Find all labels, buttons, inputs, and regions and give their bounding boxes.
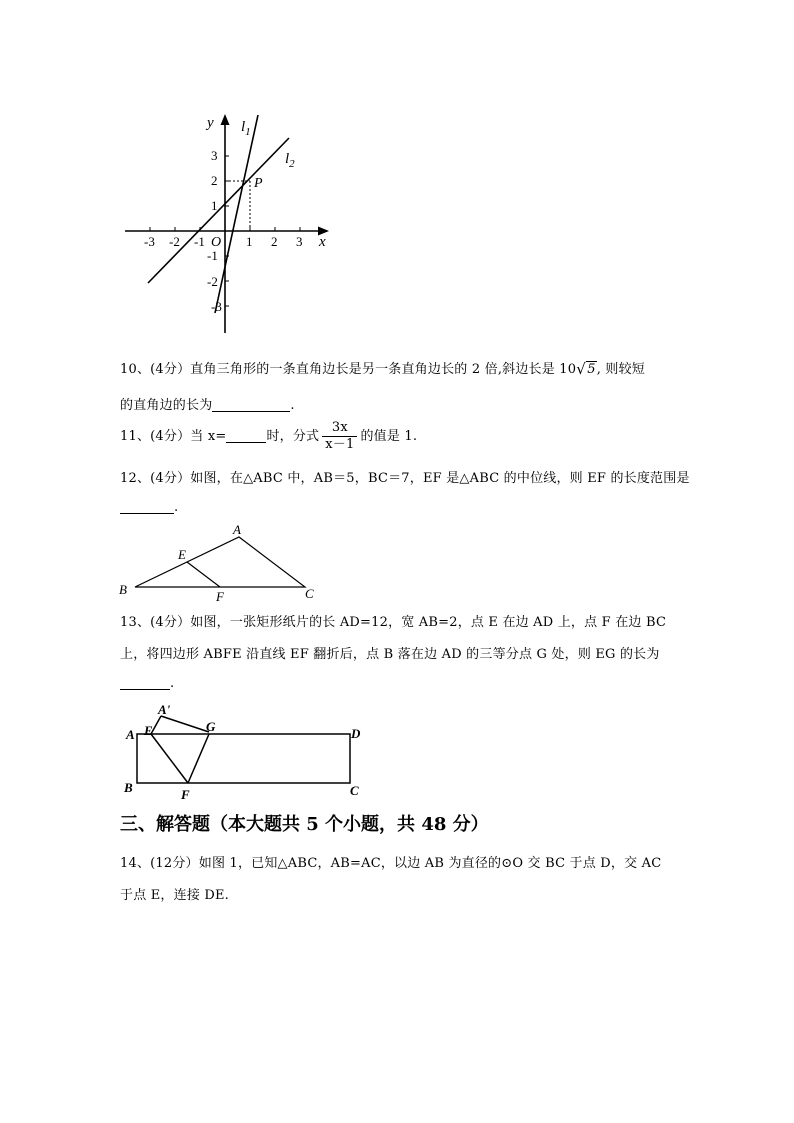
q13-line3 xyxy=(120,675,174,691)
q13-text-2: 上，将四边形 ABFE 沿直线 EF 翻折后，点 B 落在边 AD 的三等分点 G 处，则 EG 的长为 xyxy=(120,647,660,662)
q12-line1 xyxy=(120,467,690,486)
triangle-abc xyxy=(135,537,305,587)
y-tick-label: 1 xyxy=(211,198,218,213)
x-tick-label: -2 xyxy=(169,234,180,249)
q10-answer-blank[interactable] xyxy=(212,397,290,412)
fraction-numerator: 3x xyxy=(331,420,348,435)
x-tick-label: -3 xyxy=(144,234,155,249)
x-tick-label: 1 xyxy=(246,234,253,249)
coordinate-graph-figure xyxy=(115,105,345,345)
q14-text-2: 于点 E，连接 DE. xyxy=(120,888,229,903)
q11-line xyxy=(120,420,417,453)
y-tick-label: -2 xyxy=(207,274,218,289)
segment-gf xyxy=(188,734,209,783)
point-p-label: P xyxy=(254,176,263,191)
y-tick-label: -3 xyxy=(211,299,222,314)
q12-answer-blank[interactable] xyxy=(120,499,174,514)
q13-answer-blank[interactable] xyxy=(120,675,170,690)
q10-text: 10、(4分）直角三角形的一条直角边长是另一条直角边长的 2 倍,斜边长是 10 xyxy=(120,362,577,377)
line-l1 xyxy=(215,115,258,313)
x-axis-label: x xyxy=(319,234,326,250)
x-tick-label: -1 xyxy=(194,234,205,249)
fraction-denominator: x－1 xyxy=(322,436,357,453)
q12-period: . xyxy=(174,500,179,515)
q11-mid: 时，分式 xyxy=(266,429,320,444)
radicand: 5 xyxy=(587,362,596,377)
folded-rectangle-figure xyxy=(118,698,368,806)
q12-text: 12、(4分）如图，在△ABC 中，AB＝5，BC＝7，EF 是△ABC 的中位线，则 EF 的长度范围是 xyxy=(120,471,690,486)
vertex-b-label: B xyxy=(119,582,127,597)
vertex-c-label: C xyxy=(350,783,359,798)
point-e-label: E xyxy=(144,723,153,738)
q14-text-1: 14、(12分）如图 1，已知△ABC，AB=AC，以边 AB 为直径的⊙O 交 BC 于点 D，交 AC xyxy=(120,856,662,871)
q11-prefix: 11、(4分）当 x= xyxy=(120,429,227,444)
q10-line2 xyxy=(120,394,295,413)
segment-ef xyxy=(151,734,188,783)
q10-line2-text: 的直角边的长为 xyxy=(120,398,213,413)
q13-text-1: 13、(4分）如图，一张矩形纸片的长 AD=12，宽 AB=2，点 E 在边 AD 上，点 F 在边 BC xyxy=(120,615,667,630)
median-line-ef xyxy=(187,562,220,587)
vertex-a-label: A xyxy=(126,727,135,742)
fraction xyxy=(322,420,357,453)
triangle-figure xyxy=(115,520,325,602)
vertex-d-label: D xyxy=(351,726,361,741)
point-e-label: E xyxy=(178,547,186,562)
y-tick-label: 3 xyxy=(211,148,218,163)
vertex-b-label: B xyxy=(124,780,133,795)
segment-a-prime-g xyxy=(161,716,209,732)
x-tick-label: 3 xyxy=(296,234,303,249)
radical-sign: √ xyxy=(576,360,586,378)
l2-label: $l_2$ xyxy=(285,151,295,170)
q14-line1 xyxy=(120,852,661,871)
point-f-label: F xyxy=(216,589,224,602)
y-tick-label: 2 xyxy=(211,173,218,188)
point-f-label: F xyxy=(181,787,190,802)
q12-line2 xyxy=(120,499,178,515)
q14-line2 xyxy=(120,884,229,903)
y-axis-label: y xyxy=(207,115,214,131)
q10-text-end: , 则较短 xyxy=(596,362,645,377)
y-axis-arrow xyxy=(221,114,230,125)
q13-period: . xyxy=(170,676,175,691)
vertex-a-label: A xyxy=(233,522,241,537)
q13-line1 xyxy=(120,611,666,630)
q11-suffix: 的值是 1. xyxy=(360,429,418,444)
section-heading: 三、解答题（本大题共 5 个小题，共 48 分） xyxy=(120,814,489,835)
y-tick-label: -1 xyxy=(207,248,218,263)
sqrt-expression xyxy=(576,362,596,377)
l1-label: $l_1$ xyxy=(241,119,251,138)
q13-line2 xyxy=(120,643,660,662)
line-l2 xyxy=(148,138,289,283)
q10-line1 xyxy=(120,358,645,377)
x-tick-label: 2 xyxy=(271,234,278,249)
q10-period: . xyxy=(290,398,295,413)
origin-label: O xyxy=(211,235,222,250)
point-g-label: G xyxy=(206,719,216,734)
vertex-a-prime-label: A' xyxy=(158,702,171,717)
q11-answer-blank[interactable] xyxy=(226,428,266,443)
vertex-c-label: C xyxy=(305,586,314,601)
